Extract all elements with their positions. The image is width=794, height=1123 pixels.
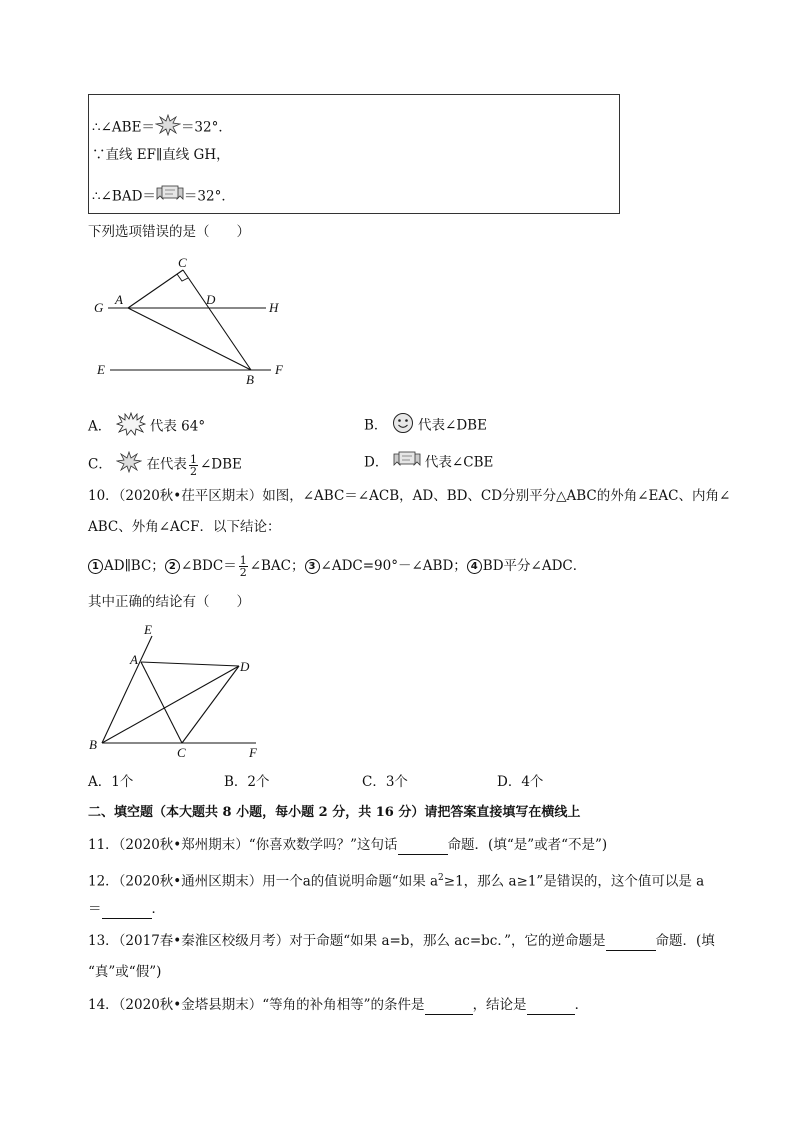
segment-ad: [141, 662, 239, 666]
proof-line-2: ∵直线 EF∥直线 GH，: [92, 147, 230, 163]
label-c: C: [177, 745, 186, 760]
star-burst-icon: [116, 451, 142, 479]
label-g: G: [94, 300, 104, 315]
segment-cb: [183, 270, 251, 370]
segment-bd: [102, 666, 239, 743]
circled-1: 1: [88, 559, 103, 574]
q10-option-a: A．1个: [88, 774, 134, 790]
label-f: F: [249, 745, 257, 760]
answer-blank[interactable]: [398, 839, 448, 855]
answer-blank[interactable]: [527, 999, 575, 1015]
q12-line-1: 12．（2020秋•通州区期末）用一个a的值说明命题“如果 $a^2\ge 1$，那么 a≥1”是错误的，这个值可以是 a: [88, 873, 705, 890]
q10-option-c: C．3个: [362, 774, 408, 790]
label-f: F: [275, 362, 283, 377]
q9-option-b: B． 代表∠DBE: [364, 412, 487, 440]
label-d: D: [240, 659, 250, 674]
explosion-icon: [116, 412, 146, 442]
label-a: A: [130, 652, 138, 667]
q9-prompt: 下列选项错误的是（ ）: [88, 224, 250, 240]
q9-option-c: C． 在代表 $\frac{1}{2}$ ∠DBE: [88, 452, 242, 478]
label-b: B: [89, 737, 97, 752]
proof-line-3: ∴∠BAD＝ ＝32°．: [92, 185, 235, 209]
circled-2: 2: [165, 559, 180, 574]
fraction-half: $\frac{1}{2}$: [239, 554, 247, 579]
ray-be: [102, 636, 152, 743]
label-b: B: [246, 372, 254, 387]
q10-line-1: 10．（2020秋•茌平区期末）如图，∠ABC＝∠ACB，AD、BD、CD分别平分△ABC的外角∠EAC、内角∠: [88, 488, 731, 504]
answer-blank[interactable]: [102, 903, 152, 919]
q10-figure: [84, 618, 274, 763]
segment-ab: [128, 308, 251, 370]
q13-line-2: “真”或“假”): [88, 964, 162, 980]
label-c: C: [178, 255, 187, 270]
ribbon-banner-icon: [156, 185, 184, 209]
answer-blank[interactable]: [425, 999, 473, 1015]
proof-line-1: ∴∠ABE＝ ＝32°．: [92, 114, 232, 142]
segment-ac: [128, 270, 183, 308]
q10-conclusions: 1 AD∥BC； 2 ∠BDC＝ $\frac{1}{2}$ ∠BAC； 3 ∠ADC=90°－∠ABD； 4 BD平分∠ADC．: [88, 555, 586, 578]
circled-3: 3: [305, 559, 320, 574]
smiley-face-icon: [392, 412, 414, 440]
label-h: H: [269, 300, 279, 315]
q10-option-d: D．4个: [497, 774, 544, 790]
label-e: E: [97, 362, 105, 377]
q14: 14．（2020秋•金塔县期末）“等角的补角相等”的条件是 ，结论是 ．: [88, 997, 589, 1013]
q11: 11．（2020秋•郑州期末）“你喜欢数学吗？”这句话 命题．(填“是”或者“不是”): [88, 837, 608, 853]
q10-line-2: ABC、外角∠ACF．以下结论：: [88, 519, 281, 535]
q9-option-a: A． 代表 64°: [88, 412, 205, 442]
answer-blank[interactable]: [606, 935, 656, 951]
label-e: E: [144, 622, 152, 637]
q9-figure: [88, 250, 298, 390]
q10-prompt: 其中正确的结论有（ ）: [88, 594, 250, 610]
section-2-title: 二、填空题（本大题共 8 小题，每小题 2 分，共 16 分）请把答案直接填写在横线上: [88, 805, 581, 820]
q9-option-d: D． 代表∠CBE: [364, 451, 493, 475]
label-d: D: [206, 292, 216, 307]
label-a: A: [115, 292, 123, 307]
fraction-half: $\frac{1}{2}$: [189, 452, 197, 478]
star-burst-icon: [155, 114, 181, 142]
q12-line-2: ＝ ．: [88, 901, 165, 917]
circled-4: 4: [467, 559, 482, 574]
q10-option-b: B．2个: [224, 774, 270, 790]
ribbon-banner-icon: [393, 451, 421, 475]
q13-line-1: 13．（2017春•秦淮区校级月考）对于命题“如果 a=b，那么 ac=bc．”，它的逆命题是 命题．(填: [88, 933, 715, 949]
segment-cd: [182, 666, 239, 743]
segment-ac: [141, 662, 182, 743]
